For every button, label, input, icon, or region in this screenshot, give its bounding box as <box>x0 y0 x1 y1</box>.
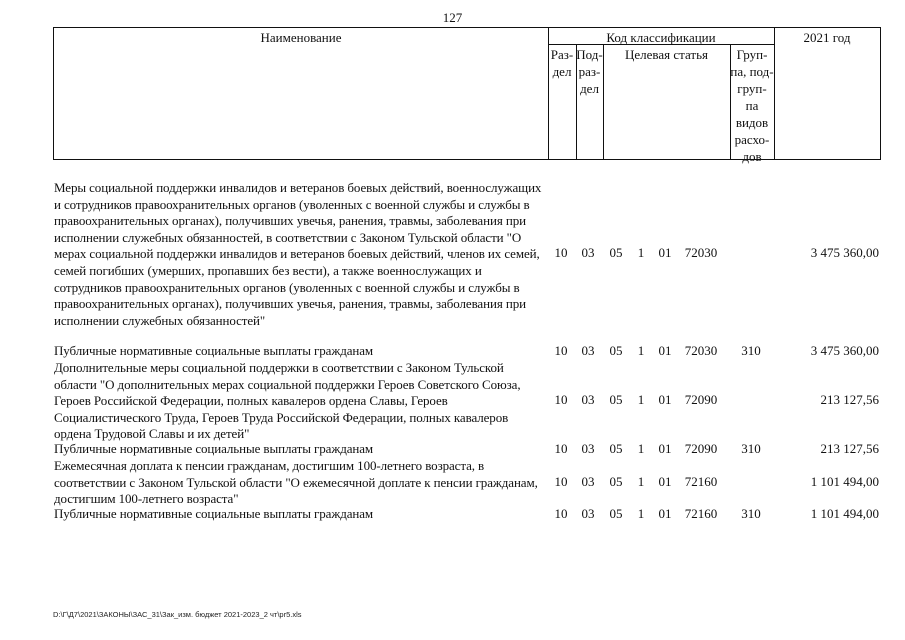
cell-target-3: 01 <box>658 506 672 521</box>
row-name: Ежемесячная доплата к пенсии гражданам, достигшим 100-летнего возраста, в соответствии с Законом Тульской области "О ежемесячной доплате к пенсии гражданам, достигшим 100-летнего возраста" <box>54 458 538 507</box>
header-year: 2021 год <box>803 30 851 45</box>
cell-target-4: 72090 <box>684 441 718 456</box>
cell-target-1: 05 <box>609 343 623 358</box>
cell-target-2: 1 <box>637 506 645 521</box>
cell-podrazdel: 03 <box>581 392 595 407</box>
cell-target-1: 05 <box>609 245 623 260</box>
cell-amount: 1 101 494,00 <box>810 474 879 489</box>
cell-amount: 3 475 360,00 <box>810 245 879 260</box>
table-row <box>53 458 881 508</box>
cell-target-1: 05 <box>609 441 623 456</box>
cell-target-1: 05 <box>609 506 623 521</box>
page-number: 127 <box>442 10 463 25</box>
divider <box>774 28 775 159</box>
table-header <box>53 27 881 164</box>
cell-target-4: 72030 <box>684 245 718 260</box>
cell-amount: 213 127,56 <box>820 392 879 407</box>
cell-target-4: 72160 <box>684 474 718 489</box>
cell-razdel: 10 <box>554 474 568 489</box>
cell-target-3: 01 <box>658 392 672 407</box>
cell-podrazdel: 03 <box>581 474 595 489</box>
row-name: Публичные нормативные социальные выплаты гражданам <box>54 343 374 358</box>
row-name: Меры социальной поддержки инвалидов и ветеранов боевых действий, военнослужащих и сотрудников правоохранительных органов (уволенных с военной службы и службы в правоохранительных органах), получивших увечья, ранения, травмы, заболевания при исполнении служебных обязанностей, в соответствии с Законом Тульской области "О мерах социальной поддержки инвалидов и ветеранов боевых действий, членов их семей, семей погибших (умерших, пропавших без вести), а также военнослужащих и сотрудников правоохранительных органов (уволенных с военной службы и службы в правоохранительных органах), получивших увечья, ранения, травмы, заболевания при исполнении служебных обязанностей" <box>54 180 542 328</box>
cell-target-1: 05 <box>609 474 623 489</box>
cell-vid: 310 <box>741 441 761 456</box>
cell-target-2: 1 <box>637 392 645 407</box>
cell-target-2: 1 <box>637 474 645 489</box>
cell-target-4: 72090 <box>684 392 718 407</box>
cell-amount: 3 475 360,00 <box>810 343 879 358</box>
table-row <box>53 506 881 523</box>
cell-amount: 213 127,56 <box>820 441 879 456</box>
table-row <box>53 180 881 330</box>
cell-vid: 310 <box>741 343 761 358</box>
header-name: Наименование <box>260 30 342 45</box>
header-target: Целевая статья <box>624 47 708 62</box>
cell-target-4: 72160 <box>684 506 718 521</box>
cell-vid: 310 <box>741 506 761 521</box>
cell-target-3: 01 <box>658 474 672 489</box>
cell-target-2: 1 <box>637 245 645 260</box>
cell-razdel: 10 <box>554 441 568 456</box>
row-name: Дополнительные меры социальной поддержки в соответствии с Законом Тульской области "О дополнительных мерах социальной поддержки Героев Советского Союза, Героев Российской Федерации, полных кавалеров ордена Славы, Героев Социалистического Труда, Героев Труда Российской Федерации, полных кавалеров ордена Трудовой Славы и их детей" <box>54 360 521 442</box>
cell-razdel: 10 <box>554 245 568 260</box>
cell-target-1: 05 <box>609 392 623 407</box>
table-row <box>53 343 881 360</box>
cell-target-3: 01 <box>658 343 672 358</box>
header-subsection: Под- раз- дел <box>576 47 603 96</box>
table-row <box>53 360 881 443</box>
file-path-footer: D:\Г\Д7\2021\ЗАКОНЫ\ЗАС_31\Зак_изм. бюджет 2021-2023_2 чт\pr5.xls <box>53 610 302 619</box>
row-name: Публичные нормативные социальные выплаты гражданам <box>54 441 374 456</box>
cell-podrazdel: 03 <box>581 343 595 358</box>
cell-target-2: 1 <box>637 441 645 456</box>
cell-razdel: 10 <box>554 392 568 407</box>
header-group: Груп- па, под- груп- па видов расхо- дов <box>730 47 774 164</box>
header-classification: Код классификации <box>606 30 716 45</box>
table-row <box>53 441 881 458</box>
header-section: Раз- дел <box>550 47 574 79</box>
cell-target-4: 72030 <box>684 343 718 358</box>
cell-razdel: 10 <box>554 506 568 521</box>
cell-podrazdel: 03 <box>581 506 595 521</box>
cell-razdel: 10 <box>554 343 568 358</box>
cell-podrazdel: 03 <box>581 441 595 456</box>
cell-podrazdel: 03 <box>581 245 595 260</box>
cell-target-2: 1 <box>637 343 645 358</box>
row-name: Публичные нормативные социальные выплаты гражданам <box>54 506 374 521</box>
cell-target-3: 01 <box>658 245 672 260</box>
cell-target-3: 01 <box>658 441 672 456</box>
cell-amount: 1 101 494,00 <box>810 506 879 521</box>
